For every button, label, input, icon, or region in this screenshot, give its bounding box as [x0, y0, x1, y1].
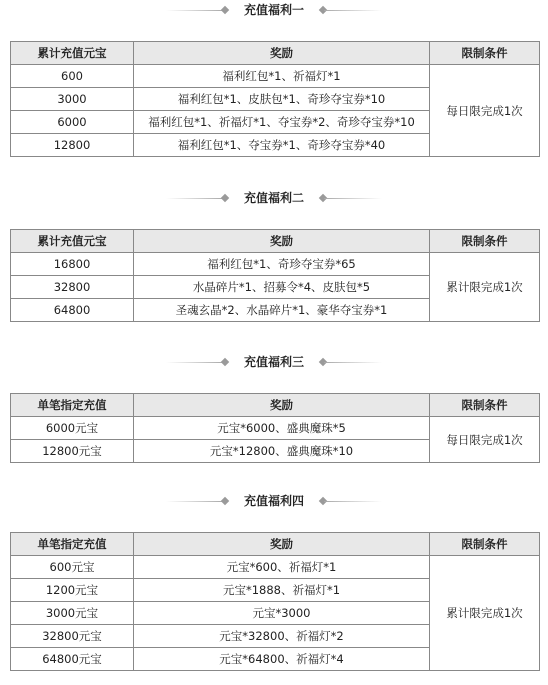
- header-amount: 单笔指定充值: [11, 533, 134, 556]
- amount-cell: 3000元宝: [11, 602, 134, 625]
- table-header-row: [11, 394, 540, 417]
- section-title-2: [0, 188, 548, 208]
- amount-cell: 600: [11, 65, 134, 88]
- table-header-row: [11, 533, 540, 556]
- title-line-right: [324, 10, 382, 11]
- reward-cell: 元宝*1888、祈福灯*1: [134, 579, 430, 602]
- section-4: [0, 491, 548, 511]
- reward-cell: 福利红包*1、奇珍夺宝券*65: [134, 253, 430, 276]
- reward-table-1: [10, 41, 540, 157]
- header-condition: 限制条件: [430, 533, 540, 556]
- header-condition: 限制条件: [430, 394, 540, 417]
- section-title-4: [0, 491, 548, 511]
- condition-cell: 累计限完成1次: [430, 556, 540, 671]
- title-line-right: [324, 501, 382, 502]
- reward-cell: 元宝*32800、祈福灯*2: [134, 625, 430, 648]
- table-row: [11, 65, 540, 88]
- table-row: [11, 556, 540, 579]
- table-row: [11, 417, 540, 440]
- amount-cell: 6000: [11, 111, 134, 134]
- reward-table-2: [10, 229, 540, 322]
- amount-cell: 32800: [11, 276, 134, 299]
- reward-cell: 福利红包*1、皮肤包*1、奇珍夺宝券*10: [134, 88, 430, 111]
- reward-cell: 元宝*6000、盛典魔珠*5: [134, 417, 430, 440]
- section-title-text: 充值福利二: [243, 191, 304, 205]
- reward-cell: 元宝*3000: [134, 602, 430, 625]
- table-header-row: [11, 230, 540, 253]
- reward-cell: 水晶碎片*1、招募令*4、皮肤包*5: [134, 276, 430, 299]
- section-title-text: 充值福利一: [243, 3, 304, 17]
- condition-cell: 累计限完成1次: [430, 253, 540, 322]
- amount-cell: 1200元宝: [11, 579, 134, 602]
- amount-cell: 6000元宝: [11, 417, 134, 440]
- header-amount: 单笔指定充值: [11, 394, 134, 417]
- amount-cell: 600元宝: [11, 556, 134, 579]
- section-title-1: [0, 0, 548, 20]
- header-reward: 奖励: [134, 394, 430, 417]
- amount-cell: 32800元宝: [11, 625, 134, 648]
- amount-cell: 64800: [11, 299, 134, 322]
- amount-cell: 3000: [11, 88, 134, 111]
- reward-cell: 圣魂玄晶*2、水晶碎片*1、豪华夺宝券*1: [134, 299, 430, 322]
- title-line-right: [324, 362, 382, 363]
- reward-cell: 元宝*12800、盛典魔珠*10: [134, 440, 430, 463]
- reward-cell: 福利红包*1、夺宝券*1、奇珍夺宝券*40: [134, 134, 430, 157]
- reward-cell: 福利红包*1、祈福灯*1、夺宝券*2、奇珍夺宝券*10: [134, 111, 430, 134]
- reward-table-3: [10, 393, 540, 463]
- section-title-text: 充值福利四: [243, 494, 304, 508]
- table-header-row: [11, 42, 540, 65]
- reward-table-4: [10, 532, 540, 671]
- section-2: [0, 188, 548, 208]
- section-title-3: [0, 352, 548, 372]
- reward-cell: 元宝*64800、祈福灯*4: [134, 648, 430, 671]
- title-line-right: [324, 198, 382, 199]
- header-reward: 奖励: [134, 230, 430, 253]
- amount-cell: 64800元宝: [11, 648, 134, 671]
- condition-cell: 每日限完成1次: [430, 65, 540, 157]
- header-reward: 奖励: [134, 42, 430, 65]
- section-1: [0, 0, 548, 20]
- reward-cell: 元宝*600、祈福灯*1: [134, 556, 430, 579]
- condition-cell: 每日限完成1次: [430, 417, 540, 463]
- header-condition: 限制条件: [430, 42, 540, 65]
- amount-cell: 16800: [11, 253, 134, 276]
- header-amount: 累计充值元宝: [11, 230, 134, 253]
- header-condition: 限制条件: [430, 230, 540, 253]
- header-amount: 累计充值元宝: [11, 42, 134, 65]
- amount-cell: 12800元宝: [11, 440, 134, 463]
- section-title-text: 充值福利三: [243, 355, 304, 369]
- section-3: [0, 352, 548, 372]
- header-reward: 奖励: [134, 533, 430, 556]
- reward-cell: 福利红包*1、祈福灯*1: [134, 65, 430, 88]
- table-row: [11, 253, 540, 276]
- amount-cell: 12800: [11, 134, 134, 157]
